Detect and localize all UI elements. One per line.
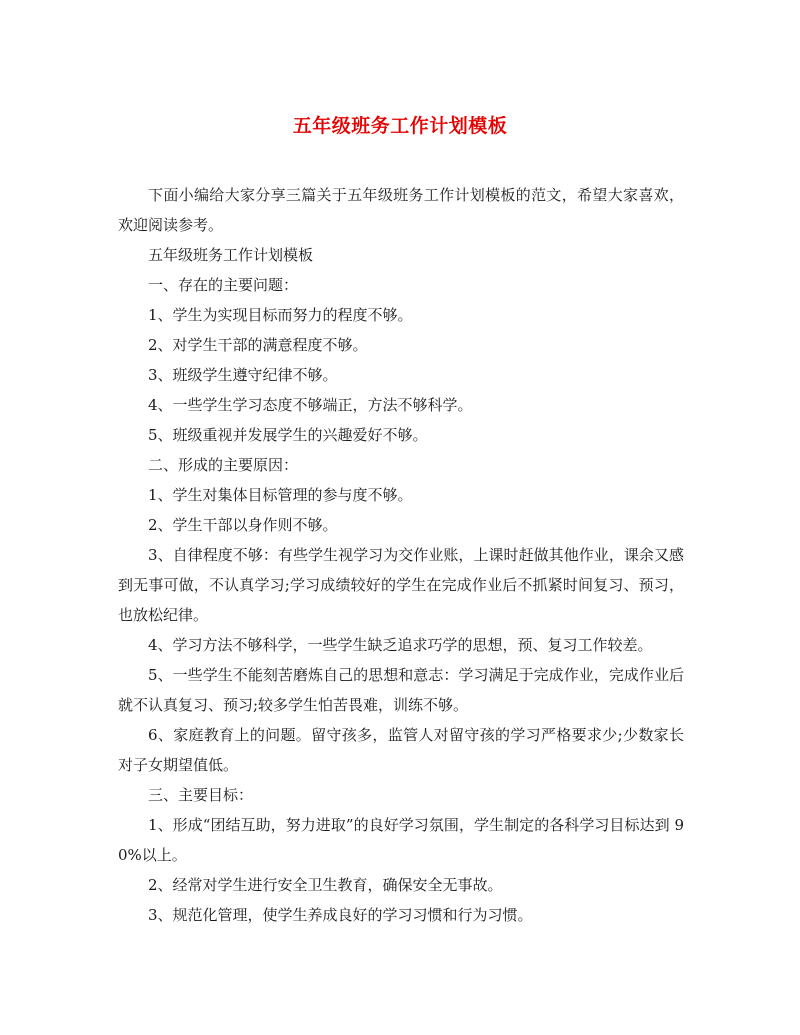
list-item: 1、学生为实现目标而努力的程度不够。	[148, 306, 413, 324]
document-body	[118, 180, 684, 930]
list-item: 2、经常对学生进行安全卫生教育，确保安全无事故。	[148, 876, 503, 894]
list-item: 4、一些学生学习态度不够端正，方法不够科学。	[148, 396, 473, 414]
list-item: 2、学生干部以身作则不够。	[148, 516, 338, 534]
list-item: 1、学生对集体目标管理的参与度不够。	[148, 486, 413, 504]
list-item: 3、班级学生遵守纪律不够。	[148, 366, 338, 384]
document-title: 五年级班务工作计划模板	[292, 115, 508, 137]
list-item: 1、形成“团结互助，努力进取”的良好学习氛围，学生制定的各科学习目标达到 90%以上。	[118, 816, 684, 864]
list-item: 5、一些学生不能刻苦磨炼自己的思想和意志：学习满足于完成作业，完成作业后就不认真复习、预习;较多学生怕苦畏难，训练不够。	[118, 666, 684, 714]
list-item: 3、规范化管理，使学生养成良好的学习习惯和行为习惯。	[148, 906, 533, 924]
section-heading-causes: 二、形成的主要原因：	[148, 456, 299, 474]
section-heading-problems: 一、存在的主要问题：	[148, 276, 299, 294]
paragraph-subtitle: 五年级班务工作计划模板	[148, 246, 314, 264]
list-item: 4、学习方法不够科学，一些学生缺乏追求巧学的思想，预、复习工作较差。	[148, 636, 653, 654]
paragraph-intro: 下面小编给大家分享三篇关于五年级班务工作计划模板的范文，希望大家喜欢，欢迎阅读参考。	[118, 186, 684, 234]
list-item: 6、家庭教育上的问题。留守孩多，监管人对留守孩的学习严格要求少;少数家长对子女期望值低。	[118, 726, 684, 774]
list-item: 5、班级重视并发展学生的兴趣爱好不够。	[148, 426, 428, 444]
list-item: 3、自律程度不够：有些学生视学习为交作业账，上课时赶做其他作业，课余又感到无事可做，不认真学习;学习成绩较好的学生在完成作业后不抓紧时间复习、预习，也放松纪律。	[118, 546, 684, 624]
list-item: 2、对学生干部的满意程度不够。	[148, 336, 368, 354]
section-heading-goals: 三、主要目标：	[148, 786, 254, 804]
